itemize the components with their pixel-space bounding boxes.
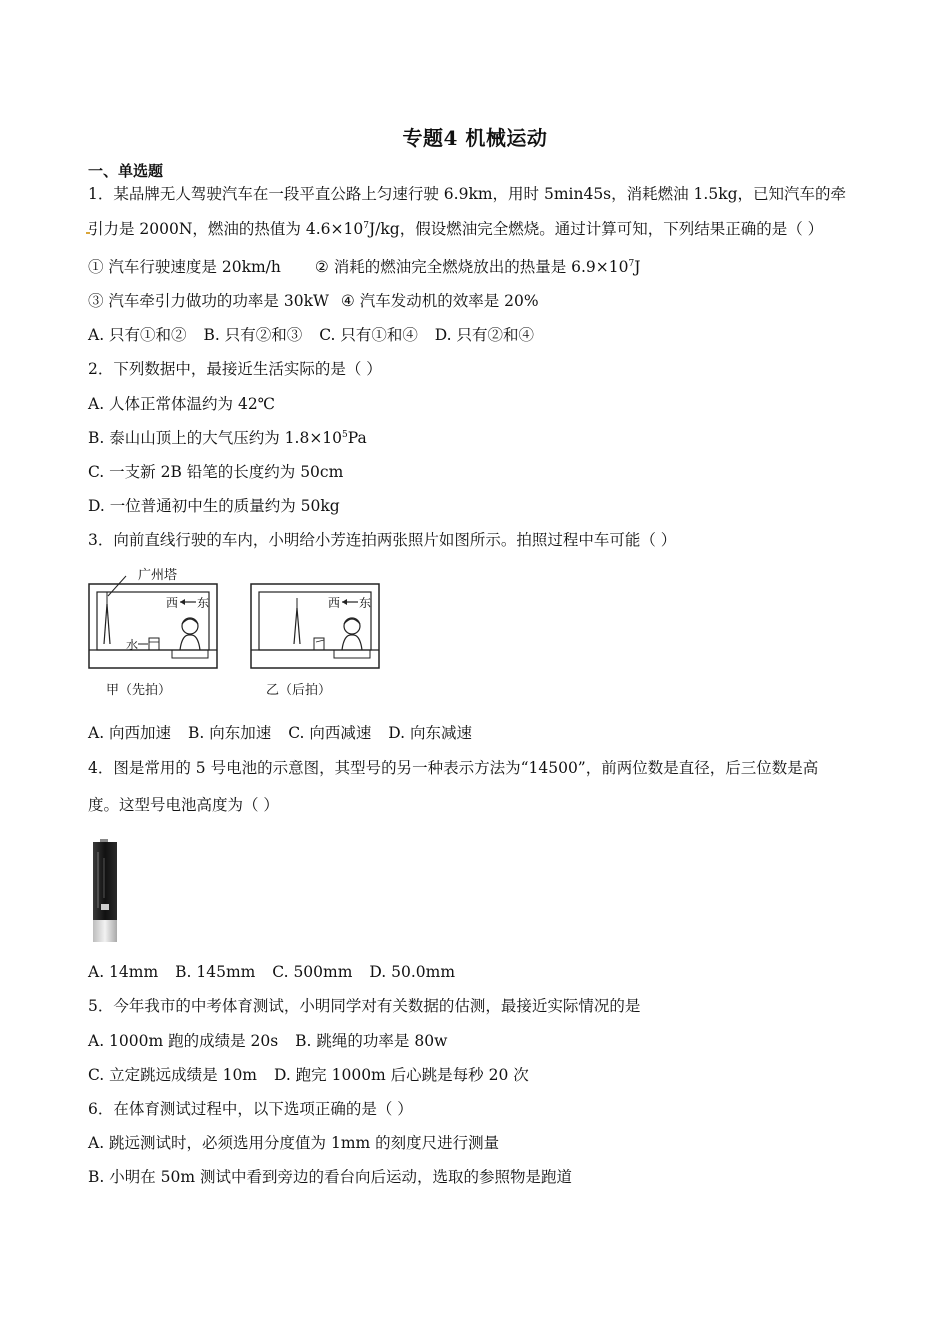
q2-option-b-unit: Pa [347, 429, 367, 447]
q1-statement-3: ③ 汽车牵引力做功的功率是 30kW [88, 292, 329, 310]
q1-statement-1: ① 汽车行驶速度是 20km/h [88, 258, 281, 276]
q1-options [88, 325, 534, 345]
q4-option-c: C. 500mm [272, 963, 353, 981]
q1-statement-4: ④ 汽车发动机的效率是 20% [340, 292, 539, 310]
label-water: 水 [126, 638, 139, 652]
q5-option-c: C. 立定跳远成绩是 10m [88, 1066, 258, 1084]
q1-statements-row2 [88, 291, 539, 311]
q2-option-b [88, 428, 367, 448]
q6-option-a: A. 跳远测试时，必须选用分度值为 1mm 的刻度尺进行测量 [88, 1134, 500, 1152]
q5-option-b: B. 跳绳的功率是 80w [295, 1032, 448, 1050]
q6-option-b: B. 小明在 50m 测试中看到旁边的看台向后运动，选取的参照物是跑道 [88, 1168, 573, 1186]
label-east-1: 东 [197, 596, 210, 610]
q4-stem-line2: 度。这型号电池高度为（ ） [88, 796, 279, 814]
q4-stem-line1: 4．图是常用的 5 号电池的示意图，其型号的另一种表示方法为“14500”，前两位数是直径，后三位数是高 [88, 759, 819, 777]
q3-option-a: A. 向西加速 [88, 724, 172, 742]
q1-stem-line2 [88, 219, 823, 239]
q1-option-d: D. 只有②和④ [434, 326, 535, 344]
q1-option-c: C. 只有①和④ [319, 326, 418, 344]
q1-line2-text: 引力是 2000N，燃油的热值为 4.6×10 [88, 220, 364, 238]
q3-options [88, 723, 472, 743]
q5-options-ab [88, 1031, 447, 1051]
q2-option-c: C. 一支新 2B 铅笔的长度约为 50cm [88, 463, 344, 481]
q5-option-a: A. 1000m 跑的成绩是 20s [88, 1032, 279, 1050]
q3-figure-svg [86, 562, 386, 704]
photo-jia [89, 576, 217, 668]
q4-option-b: B. 145mm [175, 963, 256, 981]
q3-figure [86, 562, 386, 704]
label-west-1: 西 [166, 596, 179, 610]
q2-option-d: D. 一位普通初中生的质量约为 50kg [88, 497, 340, 515]
q3-option-c: C. 向西减速 [288, 724, 372, 742]
q5-stem: 5．今年我市的中考体育测试，小明同学对有关数据的估测，最接近实际情况的是 [88, 997, 641, 1015]
page-title: 专题4 机械运动 [402, 126, 548, 150]
q1-statement-2: ② 消耗的燃油完全燃烧放出的热量是 6.9×10 [314, 258, 629, 276]
q2-stem: 2．下列数据中，最接近生活实际的是（ ） [88, 360, 382, 378]
q5-option-d: D. 跑完 1000m 后心跳是每秒 20 次 [273, 1066, 529, 1084]
q2-option-b-text: B. 泰山山顶上的大气压约为 1.8×10 [88, 429, 343, 447]
q4-options [88, 962, 455, 982]
q1-statement-2-exponent: 7 [628, 259, 635, 269]
caption-yi: 乙（后拍） [266, 683, 332, 698]
q1-line2-text-end: J/kg，假设燃油完全燃烧。通过计算可知，下列结果正确的是（ ） [368, 220, 824, 238]
label-west-2: 西 [328, 596, 341, 610]
q3-option-b: B. 向东加速 [188, 724, 272, 742]
q5-options-cd [88, 1065, 529, 1085]
q1-statement-2-unit: J [634, 258, 641, 276]
caption-jia: 甲（先拍） [106, 683, 172, 698]
q2-option-b-exponent: 5 [342, 430, 348, 440]
q3-stem: 3．向前直线行驶的车内，小明给小芳连拍两张照片如图所示。拍照过程中车可能（ ） [88, 531, 677, 549]
q1-line2-exponent: 7 [363, 221, 369, 231]
label-tower: 广州塔 [138, 568, 178, 583]
label-east-2: 东 [359, 596, 372, 610]
battery-image [90, 838, 120, 944]
q4-option-a: A. 14mm [88, 963, 159, 981]
q1-option-b: B. 只有②和③ [203, 326, 303, 344]
q1-statements-row1 [88, 257, 640, 277]
q2-option-a: A. 人体正常体温约为 42℃ [88, 395, 276, 413]
q4-option-d: D. 50.0mm [369, 963, 456, 981]
q1-option-a: A. 只有①和② [88, 326, 187, 344]
section-heading: 一、单选题 [88, 162, 164, 180]
q6-stem: 6．在体育测试过程中，以下选项正确的是（ ） [88, 1100, 413, 1118]
q3-option-d: D. 向东减速 [388, 724, 473, 742]
q1-stem-line1: 1．某品牌无人驾驶汽车在一段平直公路上匀速行驶 6.9km，用时 5min45s，消耗燃油 1.5kg，已知汽车的牵 [88, 185, 847, 203]
